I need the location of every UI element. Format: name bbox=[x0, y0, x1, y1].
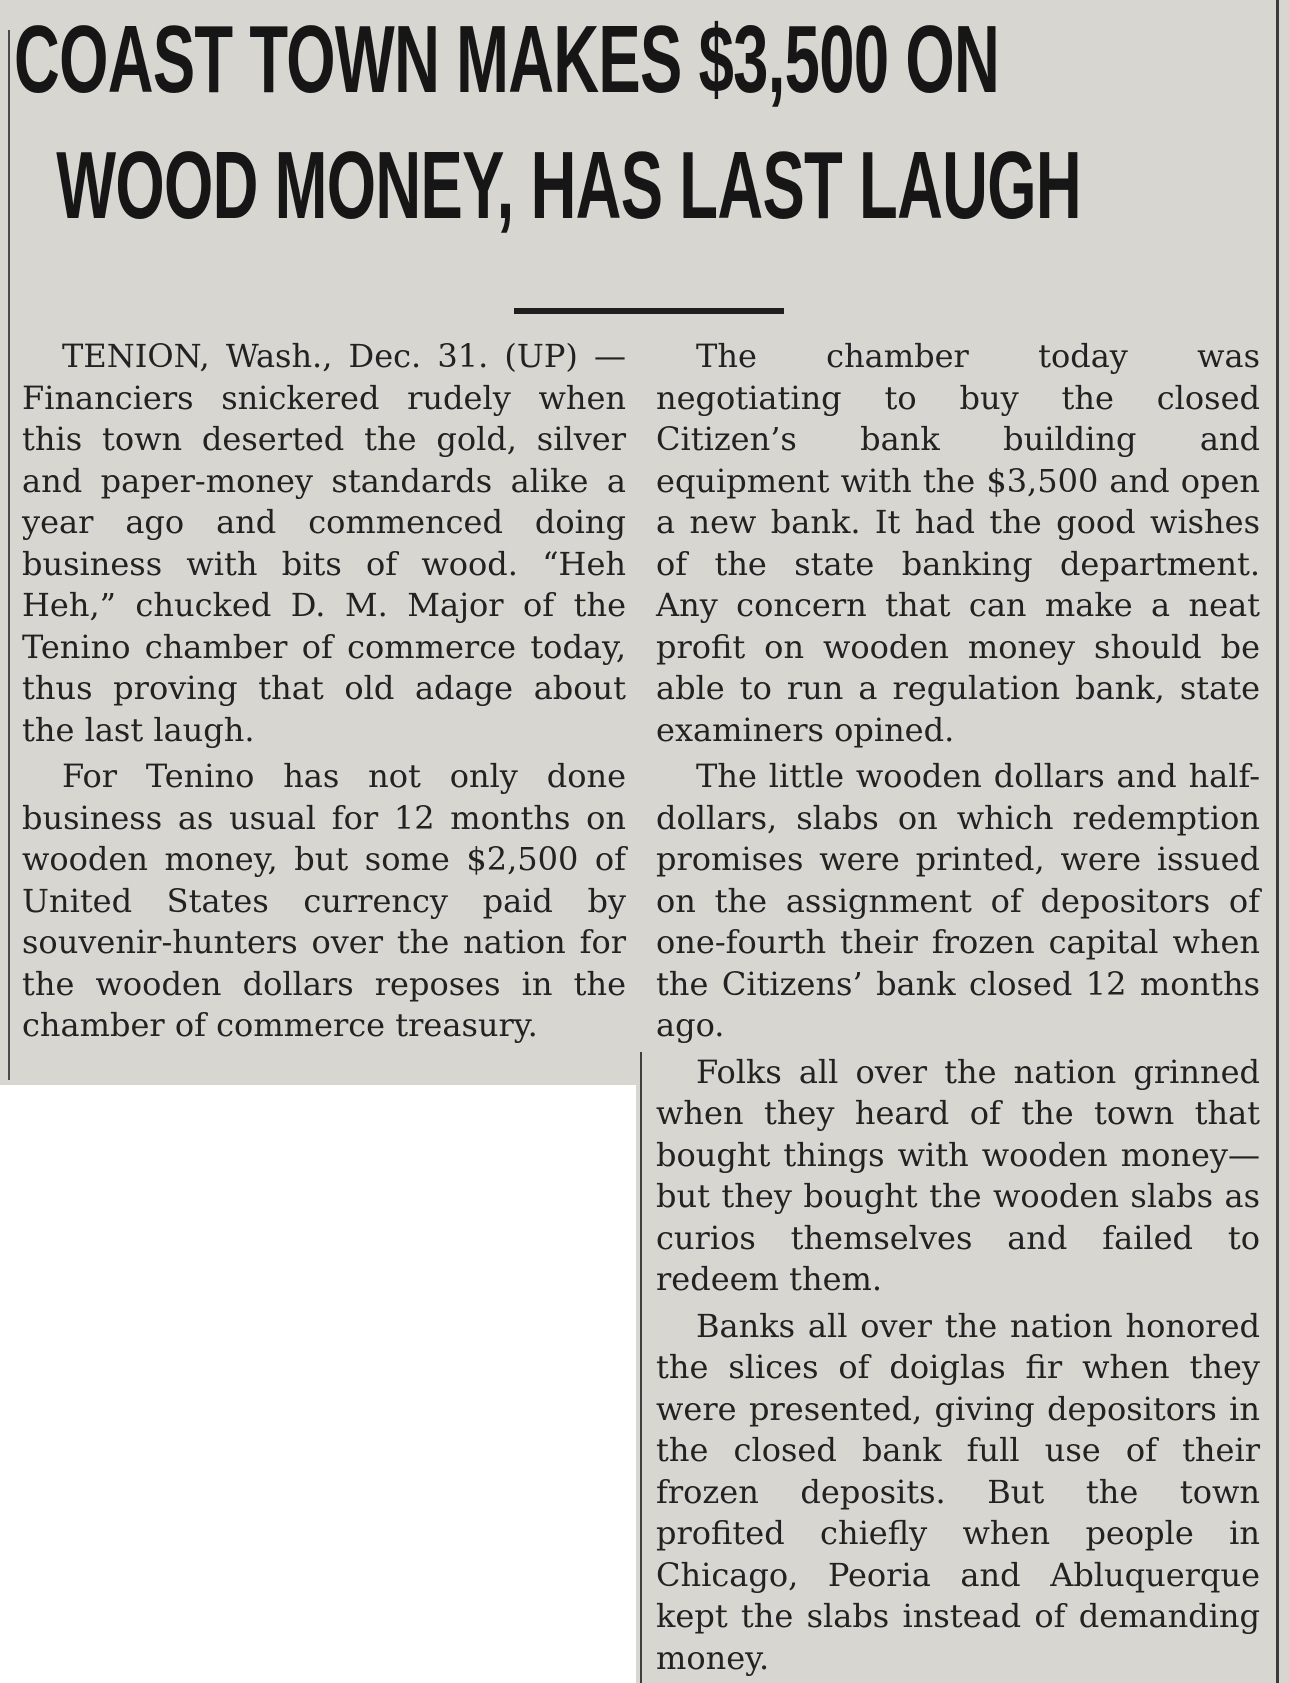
headline-divider bbox=[514, 308, 784, 314]
right-border-rule bbox=[1276, 0, 1279, 1683]
column-rule bbox=[640, 1052, 642, 1683]
right-column bbox=[656, 336, 1260, 1679]
headline-line-1: COAST TOWN MAKES $3,500 ON bbox=[14, 6, 1000, 113]
paragraph-dateline: TENION, Wash., Dec. 31. (UP) — Financiers snickered rudely when this town deserted the gold, silver and paper-money standards alike a year ago and commenced doing business with bits of wood. “Heh Heh,” chucked D. M. Major of the Tenino chamber of commerce today, thus proving that old adage about the last laugh. bbox=[22, 337, 626, 749]
left-border-rule bbox=[8, 30, 10, 1080]
paragraph: The chamber today was negotiating to buy the closed Citizen’s bank building and equipment with the $3,500 and open a new bank. It had the good wishes of the state banking department. Any concern that can make a neat profit on wooden money should be able to run a regulation bank, state examiners opined. bbox=[656, 337, 1260, 749]
left-column bbox=[22, 336, 626, 1047]
headline-line-2: WOOD MONEY, HAS LAST LAUGH bbox=[56, 132, 1081, 239]
headline bbox=[14, 0, 1276, 246]
paragraph: Folks all over the nation grinned when they heard of the town that bought things with wooden money—but they bought the wooden slabs as curios themselves and failed to redeem them. bbox=[656, 1052, 1260, 1298]
paragraph: For Tenino has not only done business as usual for 12 months on wooden money, but some $2,500 of United States currency paid by souvenir-hunters over the nation for the wooden dollars reposes in the chamber of commerce treasury. bbox=[22, 757, 626, 1044]
paragraph: Banks all over the nation honored the slices of doiglas fir when they were presented, giving depositors in the closed bank full use of their frozen deposits. But the town profited chiefly when people in Chicago, Peoria and Abluquerque kept the slabs instead of demanding money. bbox=[656, 1306, 1260, 1677]
paragraph: The little wooden dollars and half-dollars, slabs on which redemption promises were printed, were issued on the assignment of depositors of one-fourth their frozen capital when the Citizens’ bank closed 12 months ago. bbox=[656, 757, 1260, 1044]
